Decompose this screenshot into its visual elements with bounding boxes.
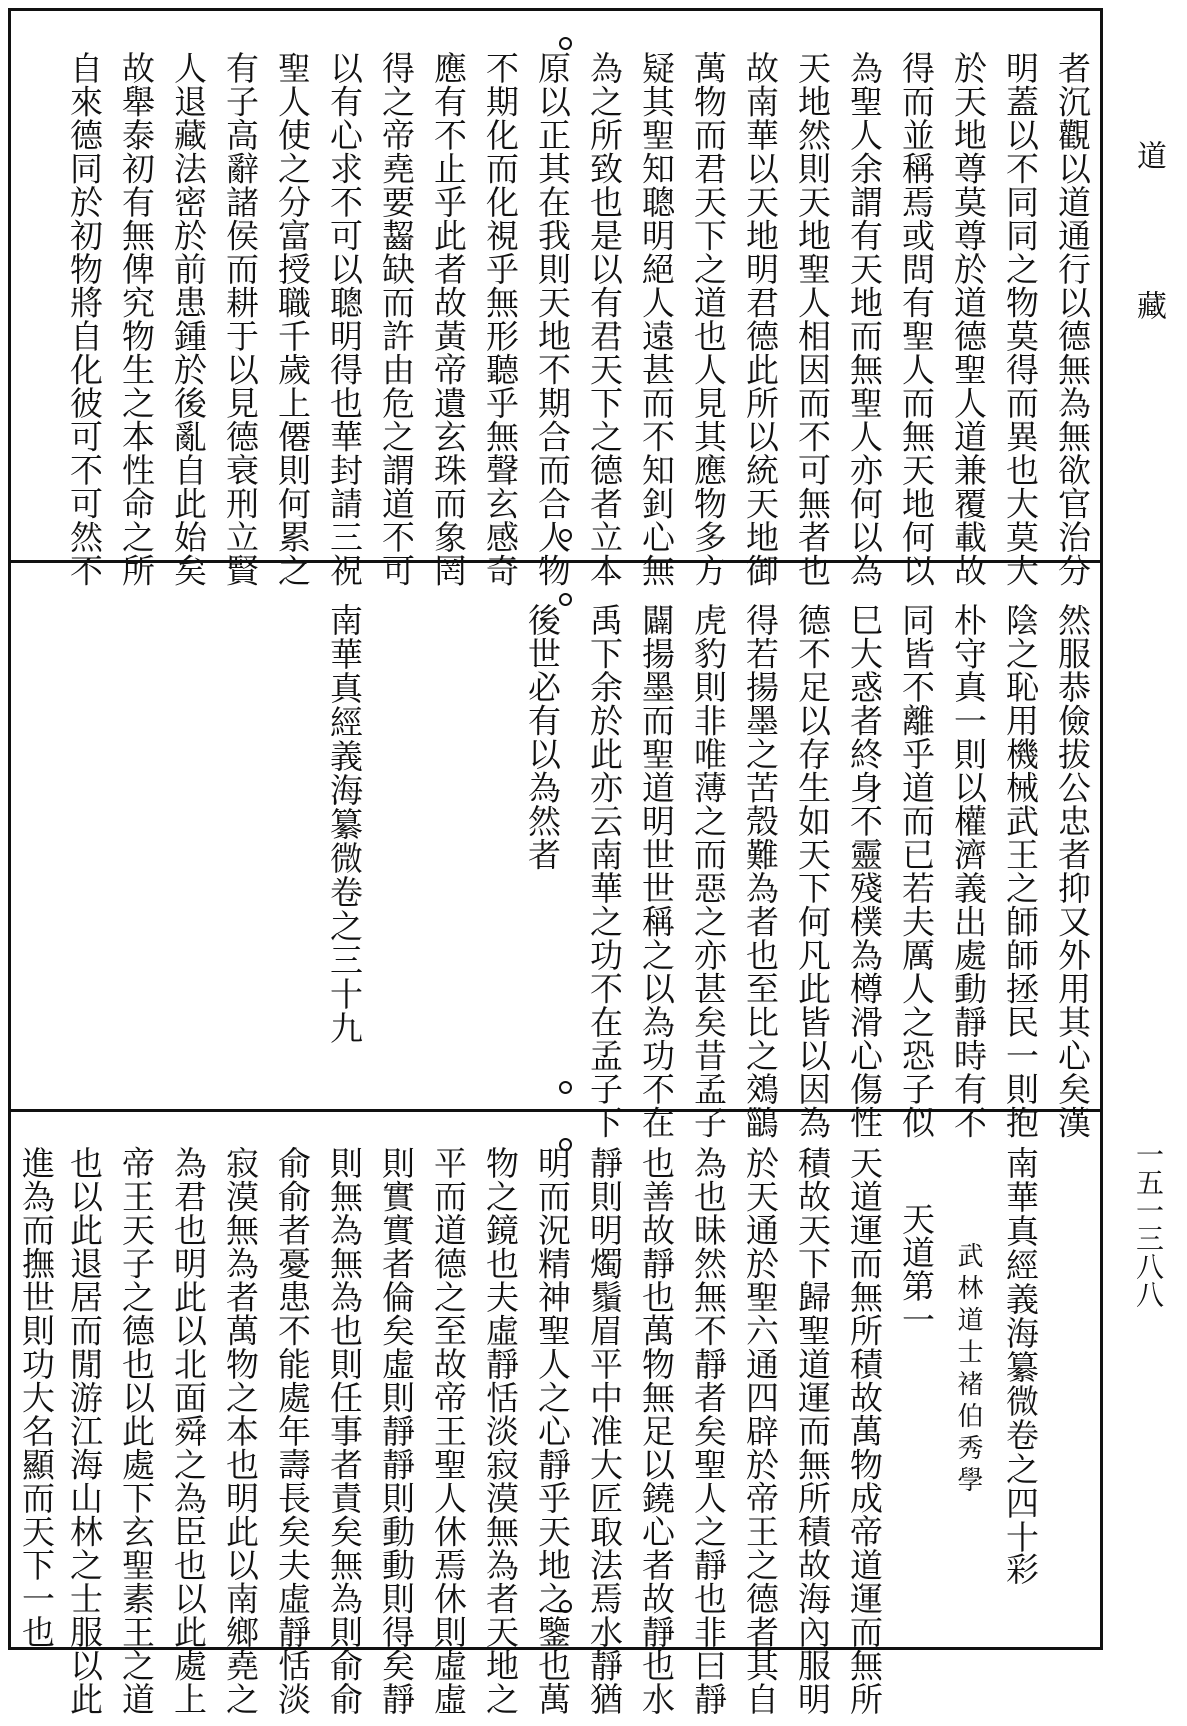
text-column: 巳大惑者終身不靈殘樸為樽滑心傷性	[845, 603, 884, 1139]
text-column: 積故天下歸聖道運而無所積故海內服明	[793, 1146, 832, 1716]
text-column: 於天地尊莫尊於道德聖人道兼覆載故	[949, 51, 988, 587]
text-column: 人退藏法密於前患鍾於後亂自此始矣	[169, 51, 208, 587]
text-panel-top	[11, 11, 1100, 587]
text-column: 虎豹則非唯薄之而惡之亦甚矣昔孟子	[689, 603, 728, 1139]
text-column: 平而道德之至故帝王聖人休焉休則虛虛	[429, 1146, 468, 1716]
text-column: 聖人使之分富授職千歲上僊則何累之	[273, 51, 312, 587]
text-column: 自來德同於初物將自化彼可不可然不	[65, 51, 104, 587]
text-column: 為之所致也是以有君天下之德者立本	[585, 51, 624, 587]
volume-title: 南華真經義海纂微卷之四十	[1001, 1146, 1040, 1554]
margin-title-char: 道	[1131, 140, 1166, 170]
page-frame	[8, 8, 1103, 1716]
text-column: 然服恭儉拔公忠者抑又外用其心矣漢	[1053, 603, 1092, 1139]
page-number: 一五一三八八	[1132, 1140, 1165, 1308]
text-column: 俞俞者憂患不能處年壽長矣夫虛靜恬淡	[273, 1146, 312, 1716]
text-column: 進為而撫世則功大名顯而天下一也	[17, 1146, 56, 1649]
text-column: 也善故靜也萬物無足以鐃心者故靜也水	[637, 1146, 676, 1716]
text-column: 朴守真一則以權濟義出處動靜時有不	[949, 603, 988, 1139]
text-column: 陰之恥用機械武王之師師拯民一則抱	[1001, 603, 1040, 1139]
text-column: 應有不止乎此者故黃帝遺玄珠而象罔	[429, 51, 468, 587]
text-column: 寂漠無為者萬物之本也明此以南鄉堯之	[221, 1146, 260, 1716]
punctuation-circle-mark	[559, 1081, 572, 1094]
text-column: 闢揚墨而聖道明世世稱之以為功不在	[637, 603, 676, 1139]
text-column: 物之鏡也夫虛靜恬淡寂漠無為者天地之	[481, 1146, 520, 1716]
text-column: 同皆不離乎道而已若夫厲人之恐子似	[897, 603, 936, 1139]
text-column: 靜則明燭鬚眉平中准大匠取法焉水靜猶	[585, 1146, 624, 1716]
text-panel-middle	[11, 560, 1100, 1139]
text-column: 德不足以存生如天下何凡此皆以因為	[793, 603, 832, 1139]
text-column: 於天通於聖六通四辟於帝王之德者其自	[741, 1146, 780, 1716]
text-column: 天地然則天地聖人相因而不可無者也	[793, 51, 832, 587]
text-column: 也以此退居而閒游江海山林之士服以此	[65, 1146, 104, 1716]
text-column: 得之帝堯要齧缺而許由危之謂道不可	[377, 51, 416, 587]
punctuation-circle-mark	[559, 1138, 572, 1151]
punctuation-circle-mark	[559, 37, 572, 50]
chapter-title: 天道第一	[897, 1202, 936, 1336]
punctuation-circle-mark	[559, 593, 572, 606]
text-column: 明而況精神聖人之心靜乎天地之鑒也萬	[533, 1146, 572, 1716]
volume-mark: 彩	[1001, 1552, 1040, 1586]
text-column: 禹下余於此亦云南華之功不在孟子下	[585, 603, 624, 1139]
text-column: 故舉泰初有無俾究物生之本性命之所	[117, 51, 156, 587]
text-column: 為聖人余謂有天地而無聖人亦何以為	[845, 51, 884, 587]
volume-end-title: 南華真經義海纂微卷之三十九	[325, 603, 364, 1045]
text-column: 不期化而化視乎無形聽乎無聲玄感奇	[481, 51, 520, 587]
punctuation-circle-mark	[559, 529, 572, 542]
text-column: 後世必有以為然者	[523, 603, 562, 871]
author-line: 武林道士褚伯秀學	[953, 1242, 983, 1498]
text-column: 者沉觀以道通行以德無為無欲官治分	[1053, 51, 1092, 587]
punctuation-circle-mark	[559, 1600, 572, 1613]
text-column: 帝王天子之德也以此處下玄聖素王之道	[117, 1146, 156, 1716]
text-column: 疑其聖知聰明絕人遠甚而不知釗心無	[637, 51, 676, 587]
text-column: 故南華以天地明君德此所以統天地御	[741, 51, 780, 587]
margin-title-char: 藏	[1131, 290, 1166, 320]
text-column: 為君也明此以北面舜之為臣也以此處上	[169, 1146, 208, 1716]
text-column: 天道運而無所積故萬物成帝道運而無所	[845, 1146, 884, 1716]
text-column: 則無為無為也則任事者責矣無為則俞俞	[325, 1146, 364, 1716]
text-column: 得而並稱焉或問有聖人而無天地何以	[897, 51, 936, 587]
text-panel-bottom	[11, 1109, 1100, 1716]
text-column: 得若揚墨之苦殼難為者也至比之鵁鶅	[741, 603, 780, 1139]
text-column: 有子高辭諸侯而耕于以見德衰刑立賢	[221, 51, 260, 587]
text-column: 則實實者倫矣虛則靜靜則動動則得矣靜	[377, 1146, 416, 1716]
text-column: 萬物而君天下之道也人見其應物多方	[689, 51, 728, 587]
text-column: 以有心求不可以聰明得也華封請三祝	[325, 51, 364, 587]
text-column: 原以正其在我則天地不期合而合人物	[533, 51, 572, 587]
text-column: 為也昧然無不靜者矣聖人之靜也非曰靜	[689, 1146, 728, 1716]
text-column: 明蓋以不同同之物莫得而異也大莫大	[1001, 51, 1040, 587]
